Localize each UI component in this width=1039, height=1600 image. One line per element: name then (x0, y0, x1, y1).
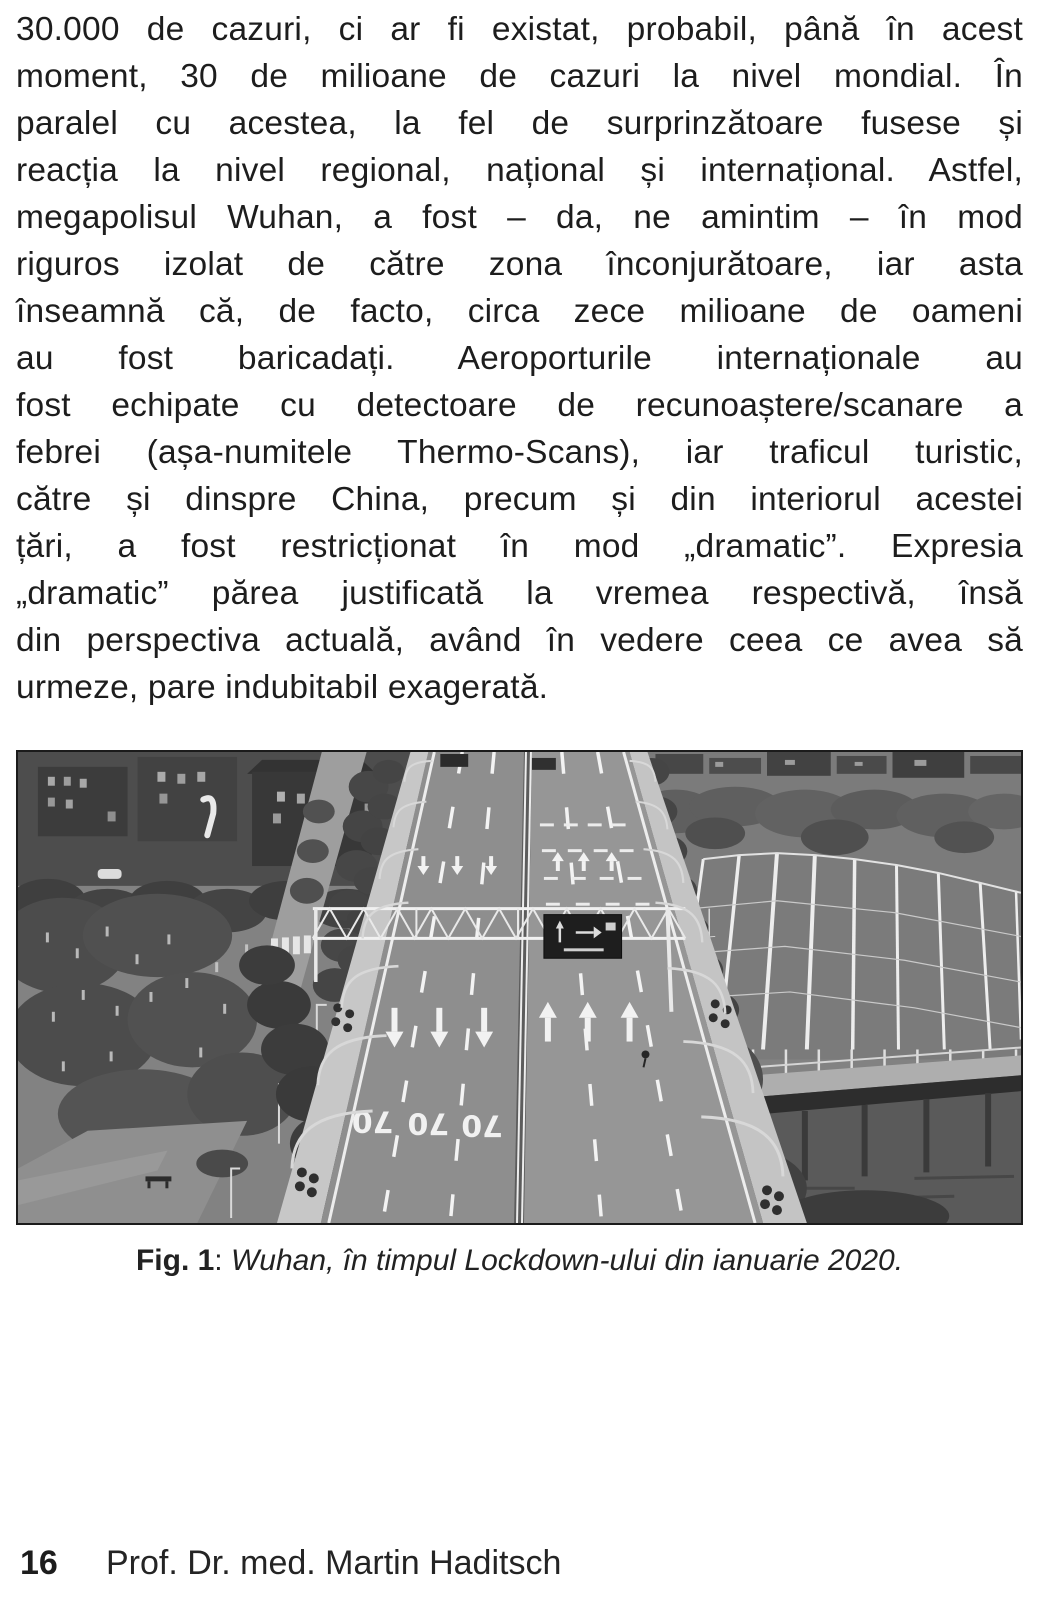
text-line: febrei (așa-numitele Thermo-Scans), iar traficul turistic, (16, 434, 1023, 471)
gantry-sign-panel (544, 915, 622, 959)
text-line: urmeze, pare indubitabil exagerată. (16, 669, 549, 706)
text-line: înseamnă că, de facto, circa zece milioane de oameni (16, 293, 1023, 330)
text-line: 30.000 de cazuri, ci ar fi existat, probabil, până în acest (16, 11, 1023, 48)
figure-caption-label: Fig. 1 (135, 1244, 215, 1277)
lone-cyclist (642, 1050, 650, 1058)
text-line: moment, 30 de milioane de cazuri la nivel mondial. În (16, 58, 1023, 95)
text-line: din perspectiva actuală, având în vedere ceea ce avea să (16, 622, 1023, 659)
figure-caption-separator: : (214, 1244, 231, 1277)
running-title: Prof. Dr. med. Martin Haditsch (106, 1544, 562, 1582)
figure-caption (16, 1241, 1023, 1281)
text-line: către și dinspre China, precum și din interiorul acestei (16, 481, 1023, 518)
page-footer (20, 1541, 1020, 1585)
wuhan-aerial-photo (18, 752, 1021, 1223)
speed-70-marking: 70 (407, 1105, 450, 1141)
body-text (16, 6, 1023, 711)
speed-70-marking: 70 (461, 1107, 503, 1143)
figure-image (16, 750, 1023, 1225)
page-number: 16 (20, 1544, 58, 1582)
text-line: au fost baricadați. Aeroporturile internaționale au (16, 340, 1023, 377)
park-bench (145, 1176, 171, 1181)
text-line: riguros izolat de către zona înconjurătoare, iar asta (16, 246, 1023, 283)
text-line: fost echipate cu detectoare de recunoaștere/scanare a (16, 387, 1023, 424)
speed-markings (352, 1103, 503, 1142)
speed-70-marking: 70 (351, 1103, 394, 1139)
text-line: paralel cu acestea, la fel de surprinzătoare fusese și (16, 105, 1023, 142)
text-line: megapolisul Wuhan, a fost – da, ne amintim – în mod (16, 199, 1023, 236)
text-line: reacția la nivel regional, național și internațional. Astfel, (16, 152, 1023, 189)
text-line: țări, a fost restricționat în mod „dramatic”. Expresia (16, 528, 1023, 565)
figure-caption-text: Wuhan, în timpul Lockdown-ului din ianuarie 2020. (230, 1244, 904, 1277)
text-line: „dramatic” părea justificată la vremea respectivă, însă (16, 575, 1023, 612)
